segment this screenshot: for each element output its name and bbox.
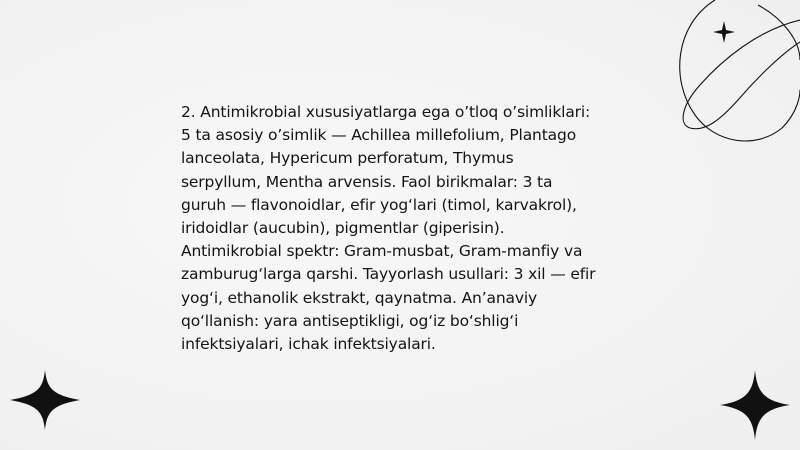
text-line: yog‘i, ethanolik ekstrakt, qaynatma. An’anaviy: [181, 288, 538, 307]
text-line: Antimikrobial spektr: Gram-musbat, Gram-manfiy va: [181, 242, 583, 261]
slide-body-text: [181, 101, 621, 356]
text-line: serpyllum, Mentha arvensis. Faol birikmalar: 3 ta: [181, 172, 553, 191]
text-line: infektsiyalari, ichak infektsiyalari.: [181, 335, 436, 354]
text-line: qo‘llanish: yara antiseptikligi, og‘iz bo‘shlig‘i: [181, 311, 519, 330]
four-point-star-icon: [720, 370, 790, 440]
orbit-sparkle-icon: [660, 0, 800, 150]
text-line: guruh — flavonoidlar, efir yog‘lari (timol, karvakrol),: [181, 195, 577, 214]
sparkle-icon: [713, 21, 735, 43]
four-point-star-icon: [10, 370, 80, 430]
text-line: 2. Antimikrobial xususiyatlarga ega o’tloq o’simliklari:: [181, 103, 591, 121]
text-line: lanceolata, Hypericum perforatum, Thymus: [181, 149, 514, 168]
text-line: 5 ta asosiy o’simlik — Achillea millefolium, Plantago: [181, 126, 577, 145]
text-line: iridoidlar (aucubin), pigmentlar (giperisin).: [181, 219, 505, 238]
text-line: zamburug‘larga qarshi. Tayyorlash usullari: 3 xil — efir: [181, 265, 596, 284]
